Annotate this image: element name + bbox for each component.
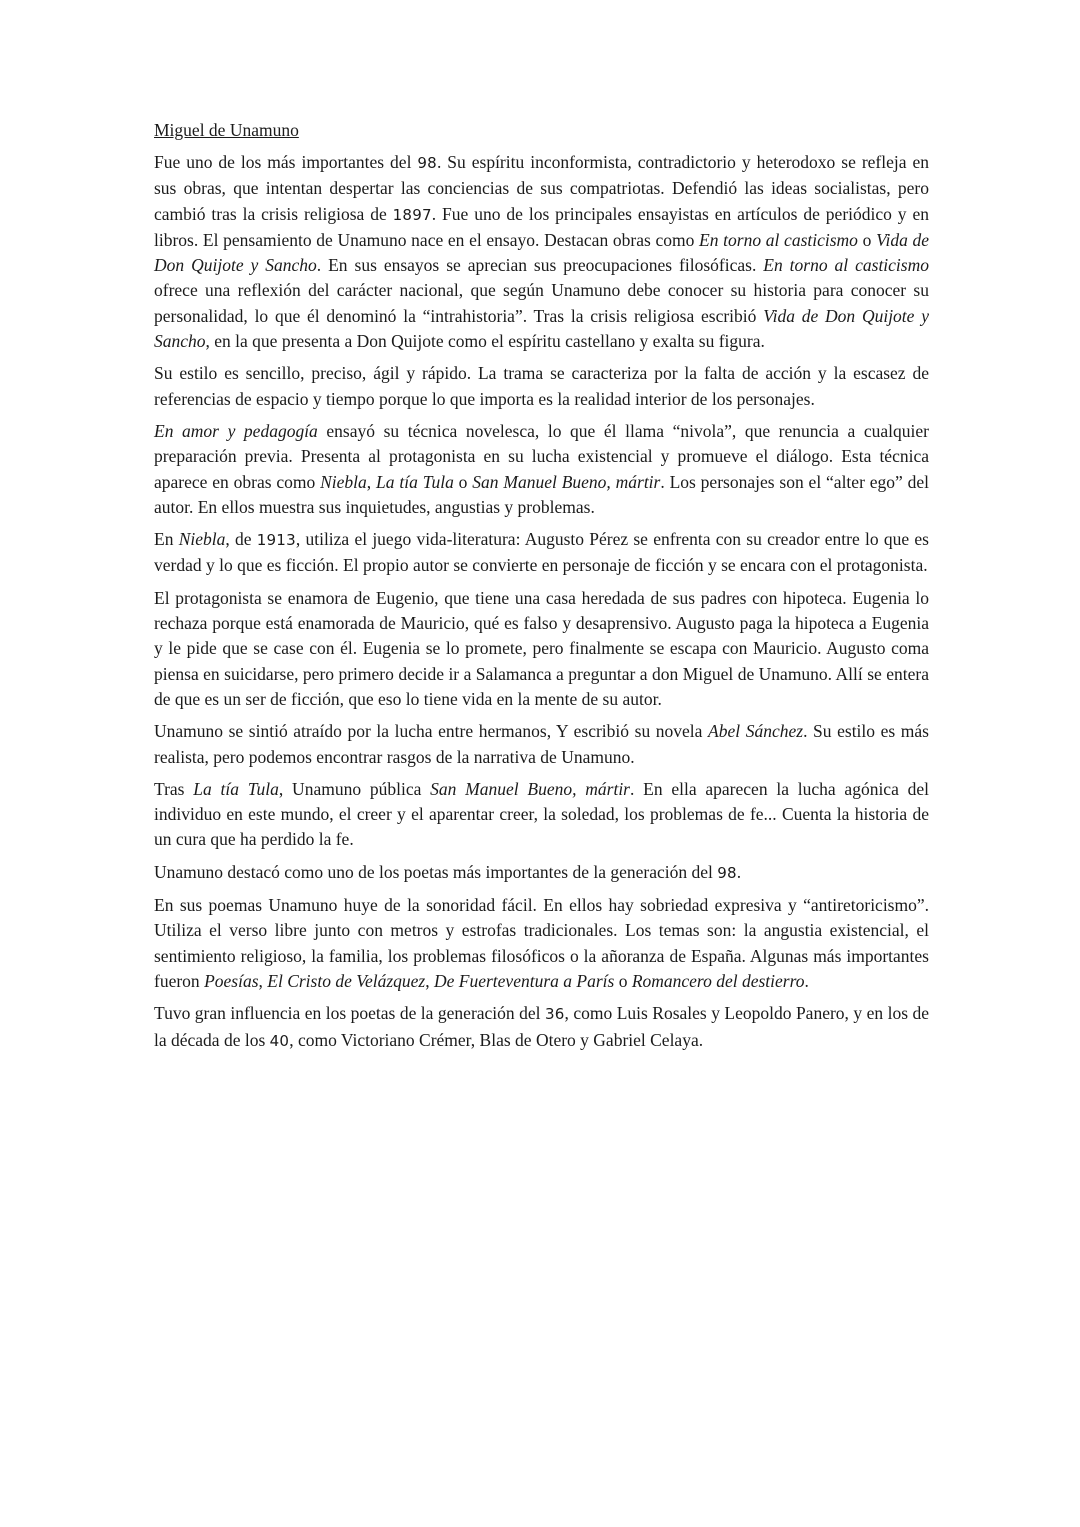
paragraph (154, 527, 929, 579)
body-text: El protagonista se enamora de Eugenio, que tiene una casa heredada de sus padres con hipoteca. Eugenia lo rechaza porque está enamorada de Mauricio, qué es falso y desaprensivo. Augusto paga la hipoteca a Eugenia y le pide que se case con él. Eugenia se lo promete, pero finalmente se escapa con Mauricio. Augusto coma piensa en suicidarse, pero primero decide ir a Salamanca a preguntar a don Miguel de Unamuno. Allí se entera de que es un ser de ficción, que eso lo tiene vida en la mente de su autor. (154, 587, 929, 709)
body-text: . Su espíritu inconformista, contradictorio y heterodoxo se refleja en sus obras, que intentan despertar las conciencias de sus compatriotas. Defendió las ideas socialistas, pero cambió tras la crisis religiosa de (154, 152, 929, 224)
title-emphasis-text: La tía Tula (376, 471, 454, 492)
body-text: , Unamuno pública (278, 778, 431, 799)
paragraph (154, 586, 929, 712)
body-text: ensayó su técnica novelesca, lo que él llama “nivola”, que renuncia a cualquier preparación previa. Presenta al protagonista en su lucha existencial y promueve el diálogo. Esta técnica aparece en obras como (154, 420, 929, 492)
body-text: , (258, 970, 268, 991)
body-text: 1913 (256, 531, 296, 550)
body-text: , como Victoriano Crémer, Blas de Otero y Gabriel Celaya. (289, 1029, 704, 1050)
body-text: En sus poemas Unamuno huye de la sonoridad fácil. En ellos hay sobriedad expresiva y “antiretoricismo”. Utiliza el verso libre junto con metros y estrofas tradicionales. Los temas son: la angustia existencial, el sentimiento religioso, la familia, los problemas filosóficos o la añoranza de España. Algunas más importantes fueron (154, 895, 929, 991)
body-text: . En ella aparecen la lucha agónica del individuo en este mundo, el creer y el aparentar creer, la soledad, los problemas de fe... Cuenta la historia de un cura que ha perdido la fe. (154, 778, 929, 850)
body-text: 36 (544, 1005, 565, 1024)
document-title: Miguel de Unamuno (154, 120, 299, 140)
title-emphasis-text: Vida de Don Quijote y Sancho (154, 229, 930, 276)
paragraph (154, 1001, 929, 1054)
paragraph (154, 860, 929, 886)
document-body (154, 150, 929, 1054)
body-text: 40 (269, 1031, 290, 1050)
title-emphasis-text: Abel Sánchez (708, 721, 804, 742)
title-emphasis-text: Niebla (178, 529, 226, 550)
body-text: Fue uno de los más importantes del (154, 152, 418, 172)
body-text: Unamuno se sintió atraído por la lucha entre hermanos, Y escribió su novela (154, 721, 709, 742)
paragraph (154, 719, 929, 770)
body-text: , de (225, 529, 257, 550)
body-text: , en la que presenta a Don Quijote como el espíritu castellano y exalta su figura. (205, 331, 765, 352)
body-text: . Fue uno de los principales ensayistas en artículos de periódico y en libros. El pensamiento de Unamuno nace en el ensayo. Destacan obras como (154, 203, 929, 250)
paragraph (154, 777, 929, 853)
body-text: En (154, 529, 179, 550)
body-text: o (857, 229, 877, 250)
paragraph (154, 893, 929, 994)
title-emphasis-text: San Manuel Bueno, mártir (430, 778, 630, 799)
body-text: . En sus ensayos se aprecian sus preocupaciones filosóficas. (316, 255, 764, 276)
title-emphasis-text: El Cristo de Velázquez (267, 970, 426, 991)
body-text: . (804, 970, 809, 991)
body-text: o (453, 471, 473, 492)
title-emphasis-text: La tía Tula (193, 778, 279, 799)
body-text: o (614, 970, 632, 991)
title-emphasis-text: Vida de Don Quijote y Sancho (154, 305, 929, 352)
paragraph (154, 419, 929, 520)
title-emphasis-text: San Manuel Bueno, mártir (472, 471, 661, 492)
body-text: Unamuno destacó como uno de los poetas más importantes de la generación del (154, 861, 718, 882)
title-emphasis-text: Poesías (204, 970, 259, 991)
body-text: , (425, 970, 434, 991)
title-emphasis-text: En amor y pedagogía (154, 420, 318, 441)
body-text: . Los personajes son el “alter ego” del autor. En ellos muestra sus inquietudes, angustias y problemas. (154, 471, 930, 517)
body-text: Tuvo gran influencia en los poetas de la generación del (154, 1003, 545, 1024)
body-text: 1897 (392, 205, 432, 224)
title-emphasis-text: De Fuerteventura a París (434, 970, 615, 991)
body-text: . (736, 861, 742, 882)
body-text: , (366, 471, 377, 492)
body-text: 98 (417, 154, 437, 172)
paragraph (154, 361, 929, 412)
body-text: . Su estilo es más realista, pero podemos encontrar rasgos de la narrativa de Unamuno. (154, 721, 929, 767)
body-text: , como Luis Rosales y Leopoldo Panero, y en los de la década de los (154, 1003, 929, 1050)
title-emphasis-text: Romancero del destierro (631, 970, 805, 991)
body-text: 98 (717, 863, 737, 882)
paragraph (154, 150, 929, 354)
body-text: , utiliza el juego vida-literatura: Augusto Pérez se enfrenta con su creador entre lo que es verdad y lo que es ficción. El propio autor se convierte en personaje de ficción y se encara con el protagonista. (154, 529, 929, 576)
title-emphasis-text: En torno al casticismo (699, 229, 858, 250)
title-emphasis-text: Niebla (320, 471, 367, 492)
body-text: Tras (154, 778, 194, 799)
body-text: ofrece una reflexión del carácter nacional, que según Unamuno debe conocer su historia para conocer su personalidad, lo que él denominó la “intrahistoria”. Tras la crisis religiosa escribió (154, 280, 929, 326)
body-text: Su estilo es sencillo, preciso, ágil y rápido. La trama se caracteriza por la falta de acción y la escasez de referencias de espacio y tiempo porque lo que importa es la realidad interior de los personajes. (154, 363, 929, 409)
title-emphasis-text: En torno al casticismo (763, 255, 929, 276)
